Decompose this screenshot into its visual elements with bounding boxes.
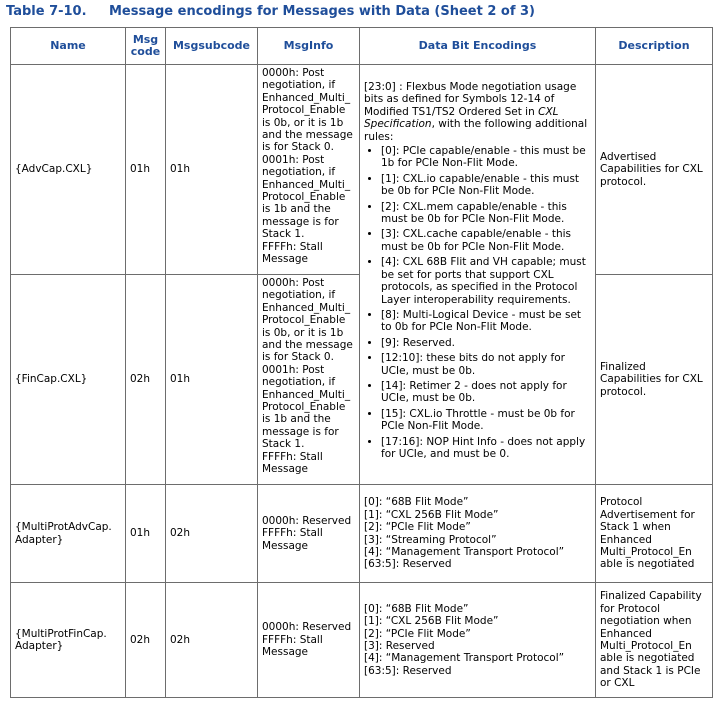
header-msginfo: MsgInfo <box>258 28 360 65</box>
encoding-line: [1]: “CXL 256B Flit Mode” <box>364 615 499 628</box>
msginfo-line: 0000h: Reserved <box>262 514 352 527</box>
table-row <box>11 485 713 583</box>
list-item: • [15]: CXL.io Throttle - must be 0b for PCIe Non-Flit Mode. <box>381 408 591 433</box>
encoding-line: [1]: “CXL 256B Flit Mode” <box>364 508 499 521</box>
row-msg-code: 01h <box>126 65 166 275</box>
encoding-intro: [23:0] : Flexbus Mode negotiation usage bits as defined for Symbols 12-14 of Modified TS1/TS2 Ordered Set in CXL Specification, with the following additional rules: <box>364 81 588 143</box>
row-msginfo <box>258 275 360 485</box>
encoding-rules-list <box>364 145 591 460</box>
encoding-intro-italic: CXL Specification <box>364 105 559 131</box>
msginfo-line: 0000h: Reserved <box>262 621 352 634</box>
list-item: • [12:10]: these bits do not apply for UCIe, must be 0b. <box>381 352 591 377</box>
row-msg-code: 02h <box>126 275 166 485</box>
row-description: Finalized Capability for Protocol negotiation when Enhanced Multi_Protocol_En able is negotiated and Stack 1 is PCIe or CXL <box>596 583 713 698</box>
list-item: • [4]: CXL 68B Flit and VH capable; must be set for ports that support CXL protocols, as specified in the Protocol Layer interoperability requirements. <box>381 256 591 306</box>
encoding-line: [3]: “Streaming Protocol” <box>364 533 497 546</box>
msginfo-line: 0000h: Post negotiation, if Enhanced_Multi_ Protocol_Enable is 0b, or it is 1b and the message is for Stack 0. <box>262 67 353 154</box>
encoding-line: [0]: “68B Flit Mode” <box>364 602 469 615</box>
row-description: Finalized Capabilities for CXL protocol. <box>596 275 713 485</box>
encoding-line: [2]: “PCIe Flit Mode” <box>364 627 471 640</box>
encoding-line: [0]: “68B Flit Mode” <box>364 496 469 509</box>
table-row <box>11 583 713 698</box>
list-item: • [2]: CXL.mem capable/enable - this must be 0b for PCIe Non-Flit Mode. <box>381 201 591 226</box>
row-description: Protocol Advertisement for Stack 1 when Enhanced Multi_Protocol_En able is negotiated <box>596 485 713 583</box>
header-msgsubcode: Msgsubcode <box>166 28 258 65</box>
table-number: Table 7-10. <box>6 4 87 19</box>
header-description: Description <box>596 28 713 65</box>
list-item: • [17:16]: NOP Hint Info - does not apply for UCIe, and must be 0. <box>381 436 591 461</box>
encoding-line: [63:5]: Reserved <box>364 558 452 571</box>
msginfo-line: 0001h: Post negotiation, if Enhanced_Multi_ Protocol_Enable is 1b and the message is for Stack 1. <box>262 363 351 451</box>
row-msgsubcode: 01h <box>166 275 258 485</box>
table-caption <box>6 4 535 19</box>
shared-data-bit-encodings <box>360 65 596 485</box>
encoding-line: [2]: “PCIe Flit Mode” <box>364 521 471 534</box>
row-msg-code: 01h <box>126 485 166 583</box>
row-name: {MultiProtAdvCap. Adapter} <box>11 485 126 583</box>
row-msg-code: 02h <box>126 583 166 698</box>
row-msgsubcode: 02h <box>166 485 258 583</box>
row-msginfo <box>258 65 360 275</box>
msginfo-line: FFFFh: Stall Message <box>262 527 323 552</box>
msginfo-line: FFFFh: Stall Message <box>262 240 323 266</box>
row-description: Advertised Capabilities for CXL protocol. <box>596 65 713 275</box>
row-name: {FinCap.CXL} <box>11 275 126 485</box>
header-data-bit-encodings: Data Bit Encodings <box>360 28 596 65</box>
msginfo-line: 0001h: Post negotiation, if Enhanced_Multi_ Protocol_Enable is 1b and the message is for Stack 1. <box>262 153 351 241</box>
list-item: • [0]: PCIe capable/enable - this must be 1b for PCIe Non-Flit Mode. <box>381 145 591 170</box>
msginfo-line: 0000h: Post negotiation, if Enhanced_Multi_ Protocol_Enable is 0b, or it is 1b and the message is for Stack 0. <box>262 277 353 364</box>
row-name: {AdvCap.CXL} <box>11 65 126 275</box>
encoding-line: [4]: “Management Transport Protocol” <box>364 545 565 558</box>
encoding-line: [3]: Reserved <box>364 640 435 652</box>
msginfo-line: FFFFh: Stall Message <box>262 633 323 659</box>
row-data-bit-encodings <box>360 583 596 698</box>
encoding-line: [63:5]: Reserved <box>364 664 452 677</box>
row-msginfo <box>258 583 360 698</box>
row-msgsubcode: 01h <box>166 65 258 275</box>
row-msgsubcode: 02h <box>166 583 258 698</box>
header-name: Name <box>11 28 126 65</box>
row-msginfo <box>258 485 360 583</box>
table-title: Message encodings for Messages with Data (Sheet 2 of 3) <box>109 4 535 19</box>
msginfo-line: FFFFh: Stall Message <box>262 450 323 476</box>
list-item: • [9]: Reserved. <box>381 337 591 349</box>
list-item: • [1]: CXL.io capable/enable - this must be 0b for PCIe Non-Flit Mode. <box>381 173 591 198</box>
list-item: • [3]: CXL.cache capable/enable - this must be 0b for PCIe Non-Flit Mode. <box>381 228 591 253</box>
list-item: • [14]: Retimer 2 - does not apply for UCIe, must be 0b. <box>381 380 591 405</box>
table-row <box>11 65 713 275</box>
row-name: {MultiProtFinCap. Adapter} <box>11 583 126 698</box>
list-item: • [8]: Multi-Logical Device - must be set to 0b for PCIe Non-Flit Mode. <box>381 309 591 334</box>
encoding-line: [4]: “Management Transport Protocol” <box>364 652 565 665</box>
message-encodings-table <box>10 27 713 698</box>
row-data-bit-encodings <box>360 485 596 583</box>
header-row <box>11 28 713 65</box>
header-msg-code: Msg code <box>126 28 166 65</box>
